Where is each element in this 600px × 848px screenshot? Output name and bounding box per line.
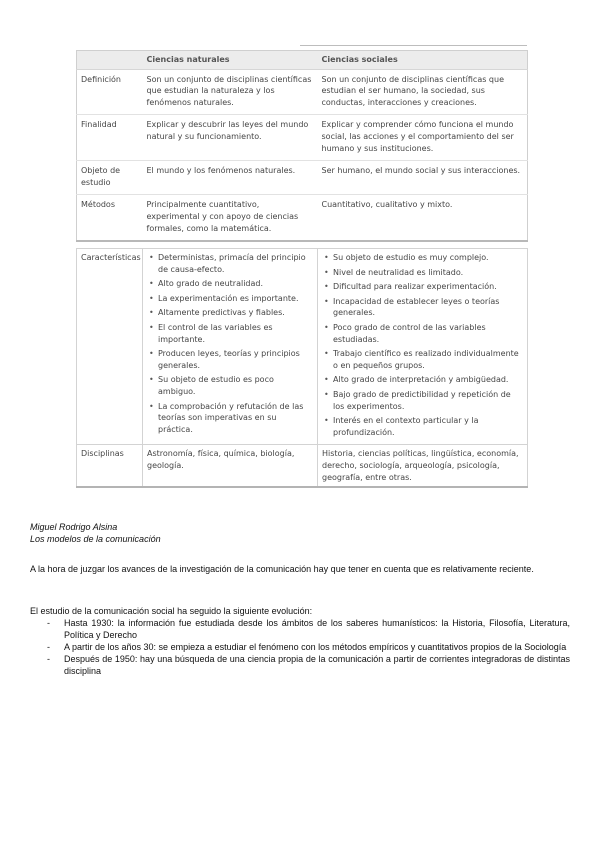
list-item: • Producen leyes, teorías y principios generales.	[158, 348, 313, 371]
header-empty	[77, 51, 143, 70]
list-item: • Deterministas, primacía del principio de causa-efecto.	[158, 252, 313, 275]
table-row	[77, 195, 528, 241]
list-item: • Alto grado de neutralidad.	[158, 278, 313, 290]
natural-cell: Principalmente cuantitativo, experimental y con apoyo de ciencias formales, como la matemática.	[143, 195, 318, 241]
dash-marker: -	[47, 642, 50, 652]
natural-disciplines-cell: Astronomía, física, química, biología, geología.	[143, 445, 318, 487]
top-rule	[300, 45, 527, 46]
comparison-table-characteristics	[76, 248, 528, 488]
header-natural-sciences: Ciencias naturales	[143, 51, 318, 70]
list-item: • Altamente predictivas y fiables.	[158, 307, 313, 319]
social-disciplines-cell: Historia, ciencias políticas, lingüística, economía, derecho, sociología, arqueología, psicología, geografía, entre otras.	[318, 445, 528, 487]
row-label: Métodos	[77, 195, 143, 241]
list-item: • Su objeto de estudio es muy complejo.	[333, 252, 523, 264]
row-label: Finalidad	[77, 115, 143, 161]
list-item: • La comprobación y refutación de las teorías son imperativas en su práctica.	[158, 401, 313, 436]
natural-cell: Son un conjunto de disciplinas científicas que estudian la naturaleza y los fenómenos naturales.	[146, 74, 312, 107]
list-item	[30, 617, 570, 641]
header-social-sciences: Ciencias sociales	[318, 51, 528, 70]
table-row	[77, 115, 528, 161]
list-item: • Dificultad para realizar experimentación.	[333, 281, 523, 293]
row-label: Características	[77, 249, 143, 445]
table-row	[77, 69, 528, 115]
natural-cell: Explicar y descubrir las leyes del mundo natural y su funcionamiento.	[143, 115, 318, 161]
author-block	[30, 521, 570, 545]
list-item: • Incapacidad de establecer leyes o teorías generales.	[333, 296, 523, 319]
disciplines-row	[77, 445, 528, 487]
comparison-table-definitions	[76, 50, 528, 242]
list-item: • Interés en el contexto particular y la profundización.	[333, 415, 523, 438]
list-item: • Alto grado de interpretación y ambigüedad.	[333, 374, 523, 386]
natural-cell: El mundo y los fenómenos naturales.	[143, 161, 318, 195]
paragraph-evolution-intro: El estudio de la comunicación social ha seguido la siguiente evolución:	[30, 606, 313, 616]
social-cell: Cuantitativo, cualitativo y mixto.	[318, 195, 528, 241]
list-item-text: Hasta 1930: la información fue estudiada desde los ámbitos de los saberes humanísticos: la Historia, Filosofía, Literatura, Política y Derecho	[64, 618, 570, 640]
natural-characteristics-list	[147, 252, 313, 435]
social-cell: Son un conjunto de disciplinas científicas que estudian el ser humano, la sociedad, sus conductas, interacciones y creaciones.	[321, 74, 505, 107]
author-name: Miguel Rodrigo Alsina	[30, 522, 118, 532]
list-item-text: Después de 1950: hay una búsqueda de una ciencia propia de la comunicación a partir de corrientes integradoras de distintas disciplina	[64, 654, 570, 676]
evolution-list	[30, 617, 570, 677]
paragraph-intro: A la hora de juzgar los avances de la investigación de la comunicación hay que tener en cuenta que es relativamente reciente.	[30, 564, 534, 574]
list-item: • Poco grado de control de las variables estudiadas.	[333, 322, 523, 345]
social-characteristics-list	[322, 252, 523, 438]
list-item: • Trabajo científico es realizado individualmente o en pequeños grupos.	[333, 348, 523, 371]
list-item: • Bajo grado de predictibilidad y repetición de los experimentos.	[333, 389, 523, 412]
list-item: • Su objeto de estudio es poco ambiguo.	[158, 374, 313, 397]
dash-marker: -	[47, 618, 50, 628]
list-item: • El control de las variables es importante.	[158, 322, 313, 345]
row-label: Disciplinas	[77, 445, 143, 487]
list-item-text: A partir de los años 30: se empieza a estudiar el fenómeno con los métodos empíricos y cuantitativos propios de la Sociología	[64, 642, 567, 652]
social-cell: Explicar y comprender cómo funciona el mundo social, las acciones y el comportamiento del ser humano y sus instituciones.	[318, 115, 528, 161]
list-item	[30, 653, 570, 677]
dash-marker: -	[47, 654, 50, 664]
natural-characteristics-cell	[143, 249, 318, 445]
social-characteristics-cell	[318, 249, 528, 445]
list-item: • Nivel de neutralidad es limitado.	[333, 267, 523, 279]
characteristics-row	[77, 249, 528, 445]
work-title: Los modelos de la comunicación	[30, 534, 161, 544]
list-item: • La experimentación es importante.	[158, 293, 313, 305]
social-cell: Ser humano, el mundo social y sus interacciones.	[318, 161, 528, 195]
row-label: Objeto de estudio	[77, 161, 143, 195]
list-item	[30, 641, 570, 653]
table-header-row	[77, 51, 528, 70]
row-label: Definición	[81, 74, 121, 84]
table-row	[77, 161, 528, 195]
